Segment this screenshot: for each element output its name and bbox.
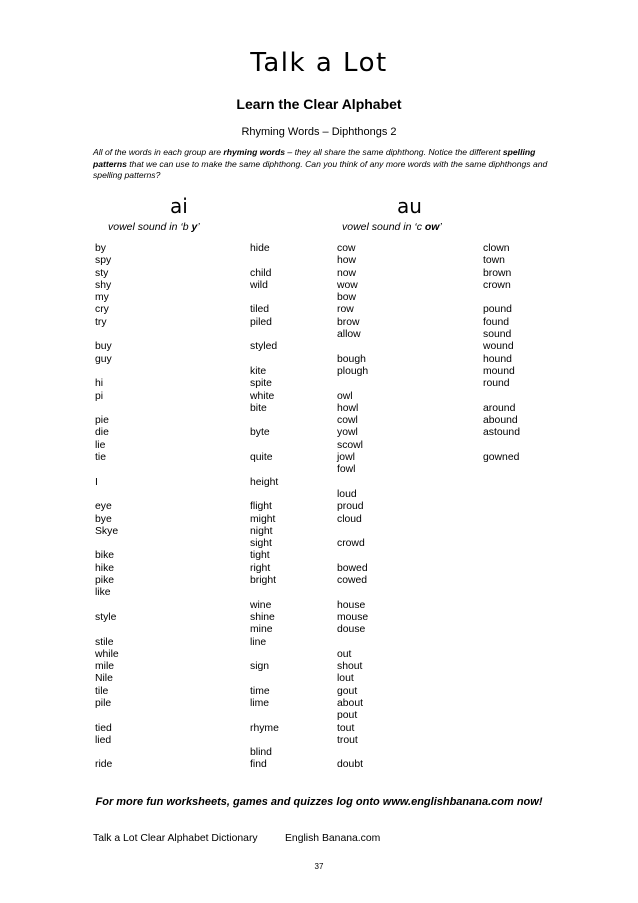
word-item: tiled <box>250 304 270 316</box>
word-item: try <box>95 316 107 328</box>
word-item: bow <box>337 292 357 304</box>
word-item: style <box>95 611 117 623</box>
word-item: time <box>250 685 270 697</box>
word-item: around <box>483 402 516 414</box>
word-spacer <box>95 600 119 612</box>
word-item: found <box>483 316 510 328</box>
word-item: styled <box>250 341 278 353</box>
word-spacer <box>337 378 368 390</box>
page-number: 37 <box>314 862 324 871</box>
ai-vowel-sound-label <box>108 221 200 233</box>
word-item: shy <box>95 279 112 291</box>
word-item: wild <box>250 279 268 291</box>
word-spacer <box>250 354 279 366</box>
word-item: rhyme <box>250 722 279 734</box>
word-item: flight <box>250 501 272 513</box>
word-column-au-2 <box>483 243 520 464</box>
word-item: spite <box>250 378 272 390</box>
word-spacer <box>250 489 279 501</box>
word-item: while <box>95 648 119 660</box>
word-item: blind <box>250 747 272 759</box>
word-item: wound <box>483 341 514 353</box>
word-spacer <box>250 440 279 452</box>
word-item: abound <box>483 415 518 427</box>
word-item: jowl <box>337 452 355 464</box>
word-item: allow <box>337 329 361 341</box>
ai-vs-end: ’ <box>197 221 200 233</box>
word-item: now <box>337 267 357 279</box>
word-spacer <box>95 464 119 476</box>
word-spacer <box>250 710 279 722</box>
word-item: stile <box>95 636 114 648</box>
word-spacer <box>95 403 119 415</box>
word-item: eye <box>95 501 112 513</box>
word-item: hide <box>250 243 270 254</box>
word-item: line <box>250 636 267 648</box>
word-item: spy <box>95 255 112 267</box>
section-title: Rhyming Words – Diphthongs 2 <box>241 126 397 138</box>
au-vs-bold: ow <box>424 221 440 233</box>
promo-line: For more fun worksheets, games and quizzes log onto www.englishbanana.com now! <box>95 796 543 808</box>
word-item: clown <box>483 243 510 254</box>
word-item: lie <box>95 439 106 451</box>
word-item: mile <box>95 661 115 673</box>
word-spacer <box>337 526 368 538</box>
word-item: yowl <box>337 427 358 439</box>
word-spacer <box>483 292 520 304</box>
word-item: shine <box>250 611 275 623</box>
word-spacer <box>337 477 368 489</box>
word-item: wow <box>337 279 358 291</box>
word-item: pile <box>95 697 112 709</box>
word-spacer <box>337 341 368 353</box>
word-spacer <box>95 366 119 378</box>
word-item: quite <box>250 452 273 464</box>
word-item: pie <box>95 415 109 427</box>
word-item: bough <box>337 353 366 365</box>
word-item: hi <box>95 378 104 390</box>
word-spacer <box>250 673 279 685</box>
word-item: row <box>337 304 354 316</box>
intro-text-1: All of the words in each group are <box>93 147 224 157</box>
word-spacer <box>95 747 119 759</box>
word-item: sty <box>95 267 109 279</box>
word-column-ai-2 <box>250 243 279 772</box>
word-spacer <box>95 489 119 501</box>
page-title: Talk a Lot <box>250 48 388 78</box>
word-item: cloud <box>337 513 362 525</box>
word-item: town <box>483 255 505 267</box>
word-spacer <box>483 440 520 452</box>
word-item: night <box>250 525 273 537</box>
word-item: pi <box>95 390 104 402</box>
ai-vs-text: vowel sound in ‘b <box>108 221 192 233</box>
footer-dictionary-title: Talk a Lot Clear Alphabet Dictionary <box>93 833 258 844</box>
word-item: bright <box>250 575 276 587</box>
word-item: Nile <box>95 673 113 685</box>
word-item: tie <box>95 452 106 464</box>
word-column-au-1 <box>337 243 368 772</box>
word-spacer <box>337 587 368 599</box>
word-item: plough <box>337 365 369 377</box>
word-item: crowd <box>337 538 365 550</box>
ai-vs-bold: y <box>191 221 198 233</box>
word-item: hound <box>483 353 512 365</box>
word-spacer <box>250 292 279 304</box>
word-item: gowned <box>483 452 520 464</box>
word-spacer <box>337 747 368 759</box>
word-item: proud <box>337 501 364 513</box>
word-spacer <box>250 649 279 661</box>
word-item: mine <box>250 624 273 636</box>
word-item: cowed <box>337 575 368 587</box>
word-item: doubt <box>337 759 364 771</box>
word-item: mound <box>483 365 515 377</box>
word-item: piled <box>250 316 272 328</box>
word-item: brow <box>337 316 360 328</box>
word-item: wine <box>250 599 272 611</box>
intro-bold-spelling-patterns: spelling patterns <box>93 147 536 169</box>
word-item: mouse <box>337 611 369 623</box>
word-item: crown <box>483 279 511 291</box>
word-item: lime <box>250 697 270 709</box>
footer-site-name: English Banana.com <box>285 833 381 844</box>
word-spacer <box>483 391 520 403</box>
word-item: bite <box>250 402 267 414</box>
word-item: my <box>95 292 109 304</box>
word-item: hike <box>95 562 115 574</box>
word-item: find <box>250 759 267 771</box>
word-spacer <box>250 587 279 599</box>
word-item: I <box>95 476 98 488</box>
word-item: byte <box>250 427 270 439</box>
word-item: buy <box>95 341 112 353</box>
intro-text-2: – they all share the same diphthong. Notice the different <box>285 147 503 157</box>
word-item: tied <box>95 722 112 734</box>
word-spacer <box>337 550 368 562</box>
word-item: sight <box>250 538 272 550</box>
word-item: sign <box>250 661 270 673</box>
word-item: kite <box>250 365 267 377</box>
word-item: child <box>250 267 272 279</box>
word-item: about <box>337 697 364 709</box>
word-item: ride <box>95 759 113 771</box>
ai-symbol: ai <box>170 194 188 218</box>
word-spacer <box>95 538 119 550</box>
word-item: how <box>337 255 357 267</box>
word-spacer <box>95 624 119 636</box>
subtitle: Learn the Clear Alphabet <box>236 96 402 112</box>
word-item: pout <box>337 710 358 722</box>
word-item: bowed <box>337 562 368 574</box>
word-item: guy <box>95 353 112 365</box>
word-item: cowl <box>337 415 358 427</box>
au-vs-text: vowel sound in ‘c <box>342 221 425 233</box>
word-item: douse <box>337 624 366 636</box>
word-spacer <box>250 735 279 747</box>
word-spacer <box>250 255 279 267</box>
word-item: tile <box>95 685 109 697</box>
word-item: white <box>250 390 275 402</box>
word-spacer <box>250 329 279 341</box>
word-item: trout <box>337 734 358 746</box>
word-item: tight <box>250 550 270 562</box>
word-item: gout <box>337 685 358 697</box>
word-item: shout <box>337 661 363 673</box>
word-spacer <box>337 637 368 649</box>
word-item: brown <box>483 267 512 279</box>
word-item: tout <box>337 722 355 734</box>
word-item: right <box>250 562 271 574</box>
au-vs-end: ’ <box>439 221 442 233</box>
word-item: might <box>250 513 276 525</box>
word-item: round <box>483 378 510 390</box>
word-item: Skye <box>95 525 119 537</box>
word-spacer <box>95 710 119 722</box>
word-item: house <box>337 599 366 611</box>
word-spacer <box>250 464 279 476</box>
word-item: out <box>337 648 352 660</box>
word-item: cow <box>337 243 356 254</box>
word-spacer <box>250 415 279 427</box>
word-item: like <box>95 587 111 599</box>
word-item: pike <box>95 575 115 587</box>
word-item: scowl <box>337 439 363 451</box>
word-item: lied <box>95 734 112 746</box>
word-item: astound <box>483 427 520 439</box>
word-item: sound <box>483 329 512 341</box>
word-item: lout <box>337 673 354 685</box>
intro-bold-rhyming-words: rhyming words <box>223 147 286 157</box>
word-item: bye <box>95 513 112 525</box>
word-item: loud <box>337 488 357 500</box>
word-spacer <box>95 329 119 341</box>
au-vowel-sound-label <box>342 221 442 233</box>
word-item: cry <box>95 304 109 316</box>
intro-paragraph <box>93 147 553 182</box>
word-item: howl <box>337 402 359 414</box>
word-item: pound <box>483 304 512 316</box>
word-item: owl <box>337 390 353 402</box>
au-symbol: au <box>397 194 422 218</box>
word-item: by <box>95 243 106 254</box>
word-column-ai-1 <box>95 243 119 772</box>
word-item: height <box>250 476 279 488</box>
word-item: die <box>95 427 109 439</box>
intro-text-3: that we can use to make the same diphthong. Can you think of any more words with the same diphthongs and spelling patterns? <box>93 158 548 180</box>
word-item: bike <box>95 550 115 562</box>
word-item: fowl <box>337 464 356 476</box>
